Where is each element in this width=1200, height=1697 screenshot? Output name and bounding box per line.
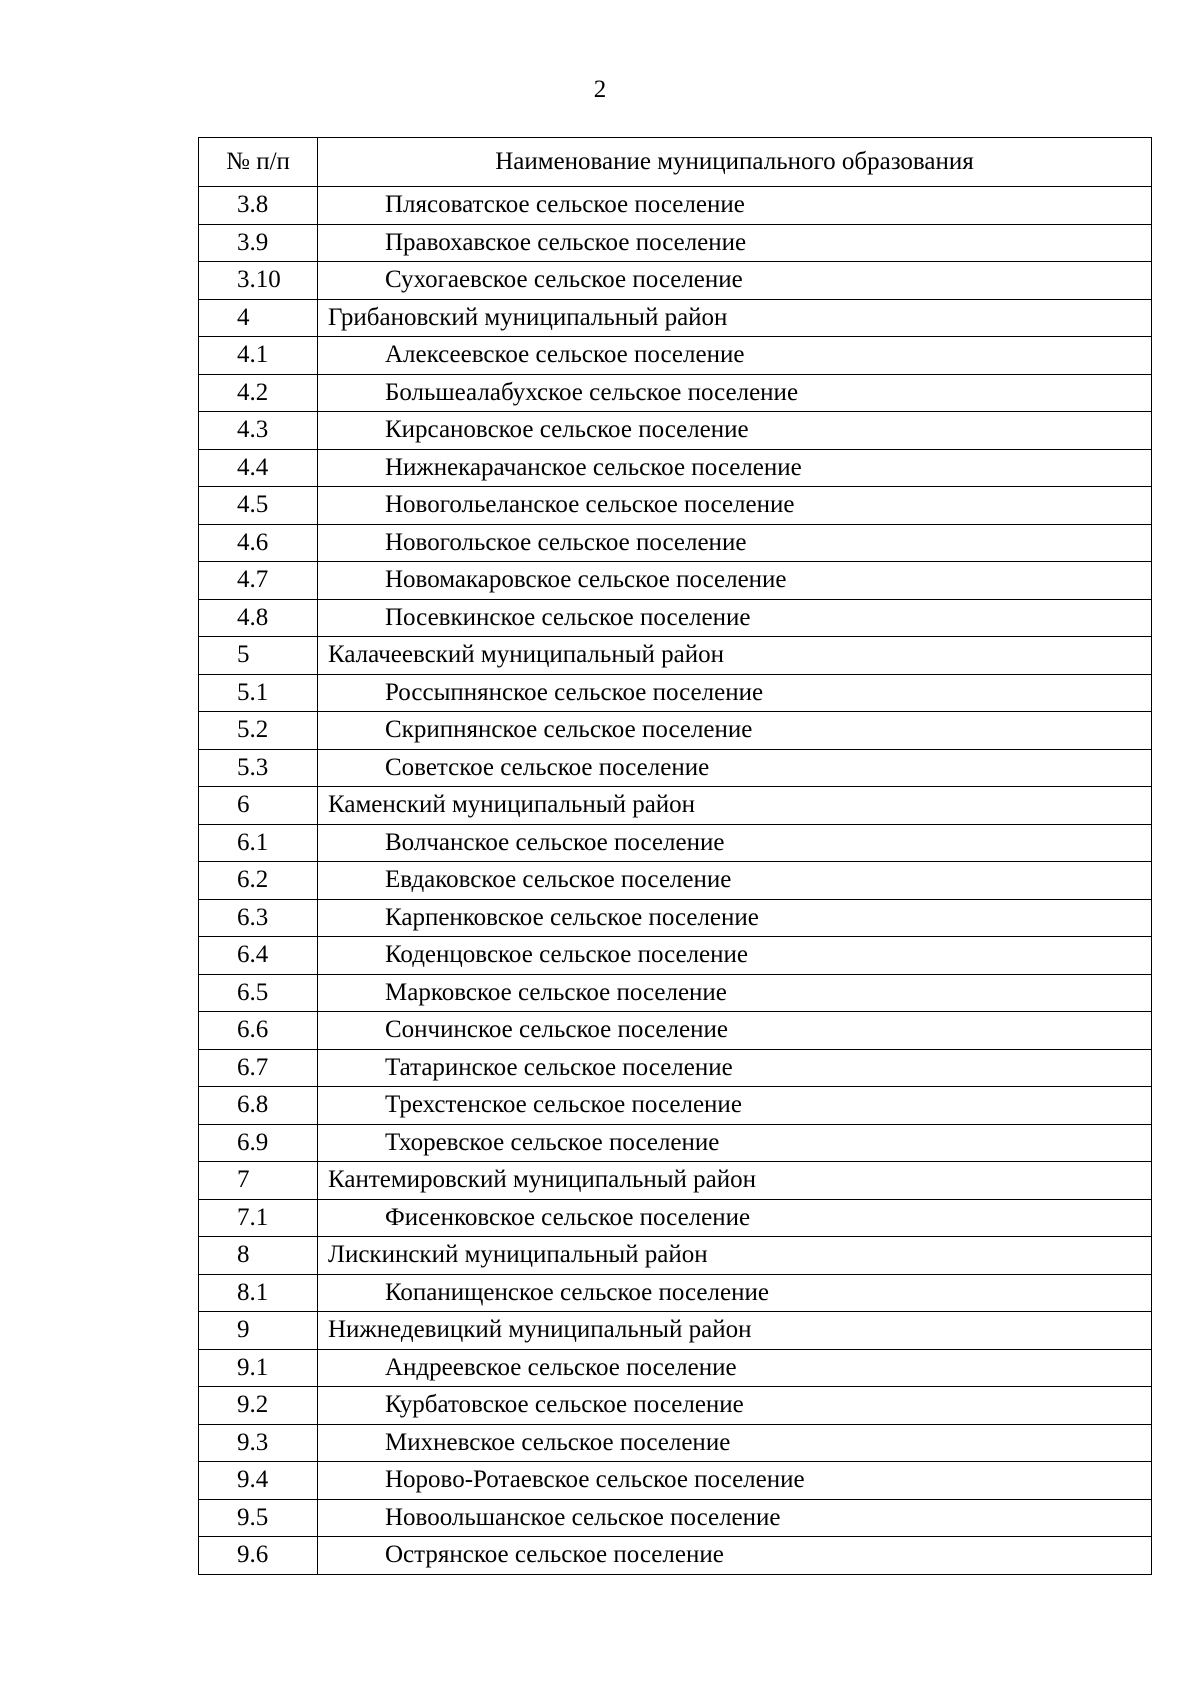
district-name: Лискинский муниципальный район [318,1237,1152,1275]
settlement-name: Плясоватское сельское поселение [318,187,1152,225]
settlement-name: Россыпнянское сельское поселение [318,674,1152,712]
table-row [199,1499,1152,1537]
settlement-name: Михневское сельское поселение [318,1424,1152,1462]
table-row [199,1199,1152,1237]
municipalities-table [198,137,1152,1575]
table-row [199,562,1152,600]
table-row [199,862,1152,900]
table-row [199,1162,1152,1200]
row-number: 9.2 [199,1387,318,1425]
row-number: 6 [199,787,318,825]
settlement-name: Острянское сельское поселение [318,1537,1152,1575]
row-number: 4.3 [199,412,318,450]
settlement-name: Волчанское сельское поселение [318,824,1152,862]
table-row [199,1424,1152,1462]
table-row [199,1012,1152,1050]
settlement-name: Фисенковское сельское поселение [318,1199,1152,1237]
row-number: 9.5 [199,1499,318,1537]
district-name: Грибановский муниципальный район [318,299,1152,337]
settlement-name: Новогольеланское сельское поселение [318,487,1152,525]
row-number: 6.2 [199,862,318,900]
row-number: 4.5 [199,487,318,525]
row-number: 5.2 [199,712,318,750]
row-number: 6.7 [199,1049,318,1087]
table-row [199,1387,1152,1425]
table-row [199,524,1152,562]
settlement-name: Копанищенское сельское поселение [318,1274,1152,1312]
row-number: 4.1 [199,337,318,375]
header-name: Наименование муниципального образования [318,138,1152,187]
table-row [199,1537,1152,1575]
table-row [199,749,1152,787]
table-row [199,1237,1152,1275]
settlement-name: Трехстенское сельское поселение [318,1087,1152,1125]
table-row [199,1124,1152,1162]
table-row [199,1274,1152,1312]
row-number: 9.4 [199,1462,318,1500]
row-number: 8 [199,1237,318,1275]
district-name: Кантемировский муниципальный район [318,1162,1152,1200]
row-number: 4.8 [199,599,318,637]
row-number: 7 [199,1162,318,1200]
settlement-name: Кирсановское сельское поселение [318,412,1152,450]
settlement-name: Курбатовское сельское поселение [318,1387,1152,1425]
settlement-name: Посевкинское сельское поселение [318,599,1152,637]
settlement-name: Алексеевское сельское поселение [318,337,1152,375]
row-number: 5.3 [199,749,318,787]
settlement-name: Марковское сельское поселение [318,974,1152,1012]
table-row [199,374,1152,412]
settlement-name: Новомакаровское сельское поселение [318,562,1152,600]
table-row [199,787,1152,825]
row-number: 5 [199,637,318,675]
table-header-row [199,138,1152,187]
table-row [199,449,1152,487]
table-row [199,187,1152,225]
table-row [199,412,1152,450]
settlement-name: Норово-Ротаевское сельское поселение [318,1462,1152,1500]
table-row [199,974,1152,1012]
table-row [199,299,1152,337]
table-row [199,899,1152,937]
row-number: 6.1 [199,824,318,862]
table-row [199,712,1152,750]
table-row [199,1312,1152,1350]
row-number: 9 [199,1312,318,1350]
table-row [199,599,1152,637]
settlement-name: Новогольское сельское поселение [318,524,1152,562]
district-name: Каменский муниципальный район [318,787,1152,825]
row-number: 6.8 [199,1087,318,1125]
table-body [199,187,1152,1575]
settlement-name: Коденцовское сельское поселение [318,937,1152,975]
settlement-name: Тхоревское сельское поселение [318,1124,1152,1162]
row-number: 9.6 [199,1537,318,1575]
settlement-name: Нижнекарачанское сельское поселение [318,449,1152,487]
row-number: 4.4 [199,449,318,487]
settlement-name: Советское сельское поселение [318,749,1152,787]
header-number: № п/п [199,138,318,187]
district-name: Калачеевский муниципальный район [318,637,1152,675]
row-number: 6.9 [199,1124,318,1162]
row-number: 5.1 [199,674,318,712]
table-row [199,824,1152,862]
row-number: 6.6 [199,1012,318,1050]
row-number: 4.2 [199,374,318,412]
settlement-name: Скрипнянское сельское поселение [318,712,1152,750]
row-number: 3.10 [199,262,318,300]
table-row [199,1087,1152,1125]
row-number: 6.4 [199,937,318,975]
row-number: 4.7 [199,562,318,600]
table-row [199,1462,1152,1500]
row-number: 8.1 [199,1274,318,1312]
settlement-name: Большеалабухское сельское поселение [318,374,1152,412]
row-number: 3.9 [199,224,318,262]
table-row [199,637,1152,675]
table-row [199,1349,1152,1387]
table-row [199,224,1152,262]
row-number: 9.3 [199,1424,318,1462]
settlement-name: Сончинское сельское поселение [318,1012,1152,1050]
row-number: 6.3 [199,899,318,937]
settlement-name: Андреевское сельское поселение [318,1349,1152,1387]
settlement-name: Евдаковское сельское поселение [318,862,1152,900]
settlement-name: Сухогаевское сельское поселение [318,262,1152,300]
settlement-name: Новоольшанское сельское поселение [318,1499,1152,1537]
table-row [199,337,1152,375]
settlement-name: Татаринское сельское поселение [318,1049,1152,1087]
table-row [199,937,1152,975]
table-row [199,262,1152,300]
row-number: 3.8 [199,187,318,225]
row-number: 7.1 [199,1199,318,1237]
page-number: 2 [593,76,607,103]
row-number: 6.5 [199,974,318,1012]
table-row [199,487,1152,525]
row-number: 9.1 [199,1349,318,1387]
settlement-name: Правохавское сельское поселение [318,224,1152,262]
settlement-name: Карпенковское сельское поселение [318,899,1152,937]
row-number: 4.6 [199,524,318,562]
table-row [199,1049,1152,1087]
district-name: Нижнедевицкий муниципальный район [318,1312,1152,1350]
row-number: 4 [199,299,318,337]
table-row [199,674,1152,712]
